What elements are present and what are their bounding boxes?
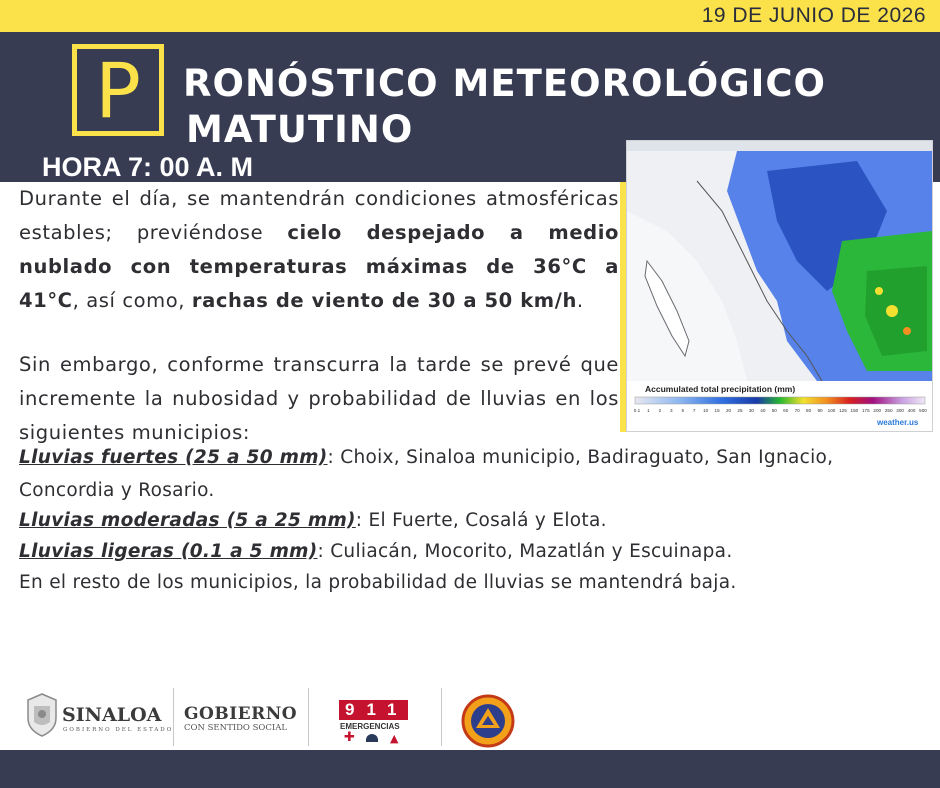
map-legend-tick: 0.1	[633, 408, 641, 413]
map-legend-tick: 50	[771, 408, 777, 413]
map-legend-tick: 60	[783, 408, 789, 413]
date-bar	[0, 0, 940, 32]
emergency-label: EMERGENCIAS	[340, 722, 400, 731]
title-line-2: MATUTINO	[186, 108, 414, 151]
map-legend-tick: 300	[896, 408, 904, 413]
title-initial-box	[72, 44, 164, 136]
map-brand: weather.us	[877, 418, 919, 427]
gobierno-subtitle: CON SENTIDO SOCIAL	[184, 723, 288, 733]
map-legend-tick: 100	[827, 408, 836, 413]
heavy-rain-line	[19, 447, 833, 468]
afternoon-paragraph: Sin embargo, conforme transcurra la tarde se prevé que incremente la nubosidad y probabilidad de lluvias en los siguientes municipios:	[19, 353, 619, 444]
intro-bold-1: cielo despejado a medio nublado con temperaturas máximas de 36°C a 41°C	[19, 221, 619, 312]
precipitation-map-graphic	[627, 141, 932, 431]
emergency-digits: 911	[339, 700, 408, 720]
map-legend-tick: 150	[850, 408, 859, 413]
map-legend-tick: 30	[748, 408, 754, 413]
map-legend-tick: 1	[647, 408, 650, 413]
emergency-911-logo	[339, 700, 409, 720]
heavy-rain-line-2: Concordia y Rosario.	[19, 480, 215, 501]
precipitation-map	[626, 140, 933, 432]
map-legend-tick: 70	[794, 408, 800, 413]
heavy-rain-municipalities: : Choix, Sinaloa municipio, Badiraguato, San Ignacio,	[327, 447, 834, 468]
map-legend-tick: 5	[681, 408, 685, 413]
police-icon	[366, 734, 378, 742]
intro-paragraph	[19, 182, 619, 318]
sinaloa-seal-icon	[24, 692, 60, 738]
title-line-1: RONÓSTICO METEOROLÓGICO	[183, 62, 826, 105]
map-legend-tick: 15	[714, 408, 720, 413]
map-legend-tick: 20	[725, 408, 732, 413]
footer-logos	[0, 680, 940, 750]
map-legend-tick: 175	[861, 408, 870, 413]
title-initial: P	[95, 46, 141, 135]
map-legend-tick: 500	[919, 408, 927, 413]
closing-line: En el resto de los municipios, la probabilidad de lluvias se mantendrá baja.	[19, 572, 737, 593]
gobierno-wordmark: GOBIERNO	[184, 704, 298, 724]
sinaloa-wordmark: SINALOA	[62, 704, 162, 726]
map-legend-tick: 25	[737, 408, 743, 413]
logo-divider-3	[441, 688, 442, 746]
map-legend-tick: 7	[692, 408, 696, 413]
map-legend-title: Accumulated total precipitation (mm)	[645, 384, 796, 394]
logo-divider-2	[308, 688, 309, 746]
intro-text-3: .	[576, 289, 584, 312]
map-legend-tick: 2	[658, 408, 662, 413]
map-legend-tick: 200	[873, 408, 882, 413]
map-legend-tick: 10	[703, 408, 709, 413]
intro-text-2: , así como,	[72, 289, 192, 312]
logo-divider-1	[173, 688, 174, 746]
fire-icon: ▲	[390, 732, 399, 745]
cross-icon: ✚	[344, 730, 355, 745]
footer-band	[0, 750, 940, 788]
light-rain-line	[19, 541, 733, 562]
intro-bold-2: rachas de viento de 30 a 50 km/h	[191, 289, 577, 312]
date: 19 DE JUNIO DE 2026	[701, 4, 926, 27]
moderate-rain-line	[19, 510, 607, 531]
map-legend-tick: 3	[670, 408, 673, 413]
intro-text-1: Durante el día, se mantendrán condiciones atmosféricas estables; previéndose	[19, 187, 619, 244]
forecast-time: HORA 7: 00 A. M	[42, 152, 254, 182]
civil-protection-emblem-icon	[461, 694, 515, 748]
map-legend-tick: 125	[839, 408, 847, 413]
emergency-symbols	[344, 730, 402, 745]
moderate-rain-municipalities: : El Fuerte, Cosalá y Elota.	[355, 510, 607, 531]
sinaloa-subtitle: GOBIERNO DEL ESTADO	[63, 727, 174, 733]
moderate-rain-label: Lluvias moderadas (5 a 25 mm)	[19, 510, 356, 531]
heavy-rain-label: Lluvias fuertes (25 a 50 mm)	[19, 447, 328, 468]
map-legend-tick: 250	[884, 408, 893, 413]
map-legend-tick: 40	[760, 408, 766, 413]
map-legend-tick: 80	[806, 408, 812, 413]
map-legend-tick: 400	[907, 408, 916, 413]
map-legend-tick: 90	[817, 408, 823, 413]
light-rain-label: Lluvias ligeras (0.1 a 5 mm)	[19, 541, 318, 562]
light-rain-municipalities: : Culiacán, Mocorito, Mazatlán y Escuinapa.	[317, 541, 733, 562]
